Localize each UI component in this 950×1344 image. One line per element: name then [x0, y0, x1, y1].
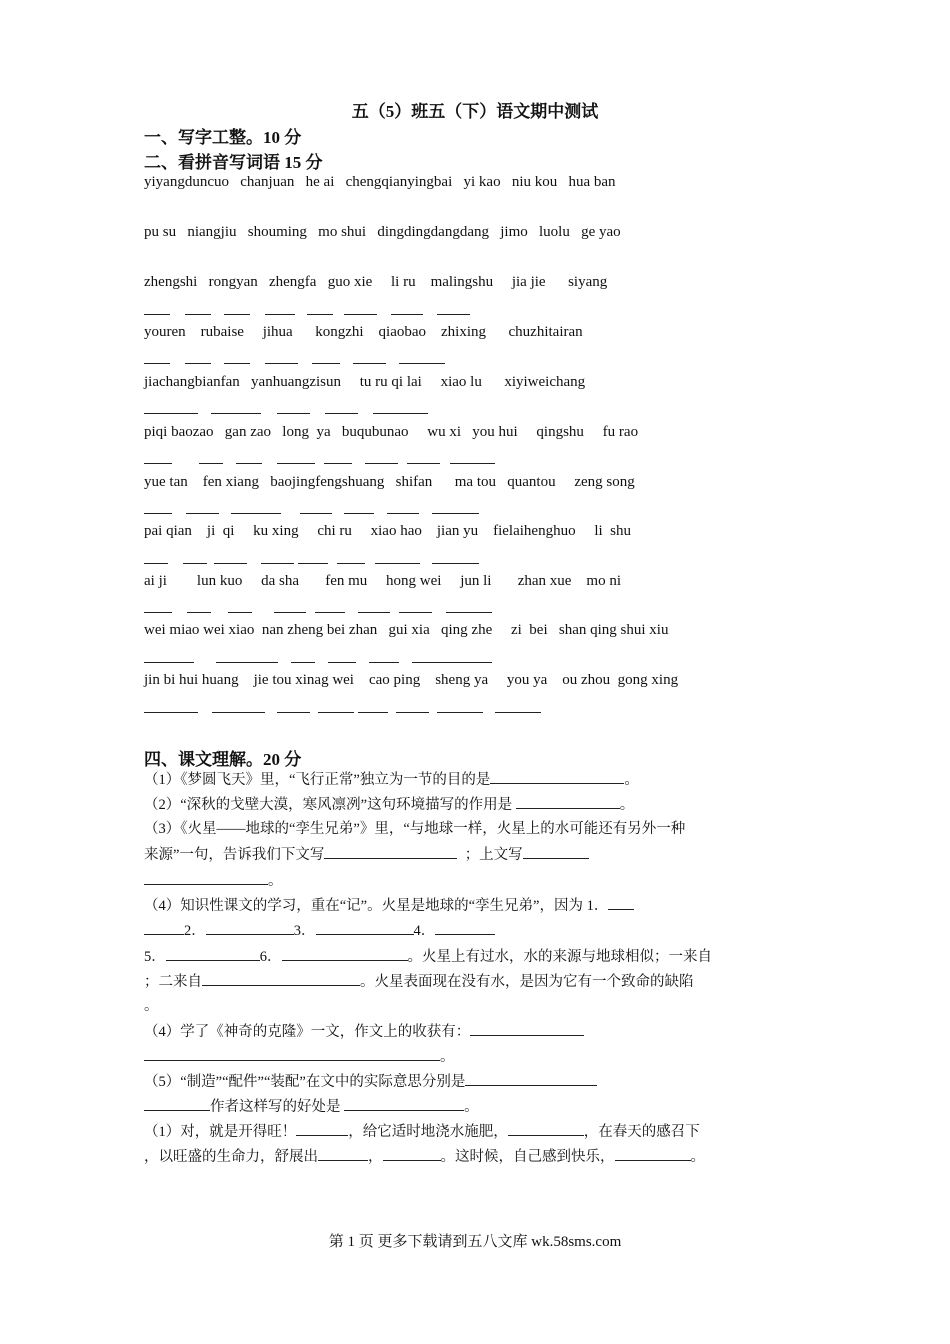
question-6-line-2: 作者这样写的好处是 。 — [144, 1096, 479, 1117]
question-5-line-2: 。 — [144, 1046, 455, 1067]
answer-blank[interactable] — [435, 920, 495, 935]
question-4-line-4: ；二来自 。火星表面现在没有水，是因为它有一个致命的缺陷 — [144, 971, 694, 992]
answer-blank[interactable] — [615, 1146, 691, 1161]
question-6: （5）“制造”“配件”“装配”在文中的实际意思分别是 — [144, 1071, 597, 1092]
question-4-line-3: 5． 6． 。火星上有过水，水的来源与地球相似；一来自 — [144, 946, 712, 967]
section-writing: 一、写字工整。10 分 — [144, 128, 302, 147]
answer-blank[interactable] — [166, 946, 260, 961]
question-4: （4）知识性课文的学习，重在“记”。火星是地球的“孪生兄弟”，因为 1． — [144, 895, 634, 916]
section-comprehension: 四、课文理解。20 分 — [144, 750, 302, 769]
answer-blank[interactable] — [206, 920, 294, 935]
pinyin-row-10: wei miao wei xiao nan zheng bei zhan gui xia qing zhe zi bei shan qing shui xiu — [144, 622, 669, 638]
answer-blank[interactable] — [282, 946, 408, 961]
question-3-line-2: 来源”一句，告诉我们下文写 ；上文写 — [144, 844, 589, 865]
answer-blank[interactable] — [144, 920, 184, 935]
pinyin-row-6: piqi baozao gan zao long ya buqubunao wu xi you hui qingshu fu rao — [144, 424, 639, 440]
page-footer: 第 1 页 更多下载请到五八文库 wk.58sms.com — [328, 1234, 622, 1250]
question-3: （3）《火星——地球的“孪生兄弟”》里，“与地球一样，火星上的水可能还有另外一种 — [144, 821, 686, 837]
page-title: 五（5）班五（下）语文期中测试 — [351, 102, 599, 121]
answer-blank[interactable] — [470, 1021, 584, 1036]
answer-blank[interactable] — [344, 1096, 464, 1111]
question-1: （1）《梦圆飞天》里，“飞行正常”独立为一节的目的是 。 — [144, 769, 639, 790]
answer-blank[interactable] — [318, 1146, 368, 1161]
answer-blank[interactable] — [523, 844, 589, 859]
pinyin-row-7: yue tan fen xiang baojingfengshuang shifan ma tou quantou zeng song — [144, 474, 635, 490]
answer-blank[interactable] — [490, 769, 624, 784]
answer-blank[interactable] — [144, 1096, 210, 1111]
pinyin-row-1: yiyangduncuo chanjuan he ai chengqianyingbai yi kao niu kou hua ban — [144, 174, 616, 190]
answer-blank[interactable] — [508, 1121, 584, 1136]
section-pinyin: 二、看拼音写词语 15 分 — [144, 153, 323, 172]
pinyin-row-11: jin bi hui huang jie tou xinag wei cao ping sheng ya you ya ou zhou gong xing — [144, 672, 679, 688]
answer-blank[interactable] — [202, 971, 360, 986]
answer-blank[interactable] — [316, 920, 414, 935]
answer-blank[interactable] — [324, 844, 457, 859]
pinyin-row-4: youren rubaise jihua kongzhi qiaobao zhixing chuzhitairan — [144, 324, 583, 340]
answer-blank[interactable] — [465, 1071, 597, 1086]
answer-blank[interactable] — [516, 794, 620, 809]
answer-blank[interactable] — [144, 870, 268, 885]
question-2: （2）“深秋的戈壁大漠，寒风凛冽”这句环境描写的作用是 。 — [144, 794, 634, 815]
question-5: （4）学了《神奇的克隆》一文，作文上的收获有： — [144, 1021, 584, 1042]
pinyin-row-9: ai ji lun kuo da sha fen mu hong wei jun li zhan xue mo ni — [144, 573, 622, 589]
pinyin-row-8: pai qian ji qi ku xing chi ru xiao hao jian yu fielaihenghuo li shu — [144, 523, 632, 539]
pinyin-row-3: zhengshi rongyan zhengfa guo xie li ru malingshu jia jie siyang — [144, 274, 608, 290]
question-7: （1）对，就是开得旺！ ，给它适时地浇水施肥， ，在春天的感召下 — [144, 1121, 700, 1142]
question-4-line-5: 。 — [144, 998, 159, 1014]
pinyin-row-5: jiachangbianfan yanhuangzisun tu ru qi lai xiao lu xiyiweichang — [144, 374, 586, 390]
answer-blank[interactable] — [383, 1146, 441, 1161]
answer-blank[interactable] — [296, 1121, 348, 1136]
question-7-line-2: ，以旺盛的生命力，舒展出 ， 。这时候，自己感到快乐， 。 — [144, 1146, 705, 1167]
answer-blank[interactable] — [144, 1046, 440, 1061]
pinyin-row-2: pu su niangjiu shouming mo shui dingdingdangdang jimo luolu ge yao — [144, 224, 621, 240]
question-3-line-3: 。 — [144, 870, 283, 891]
question-4-line-2: 2． 3． 4． — [144, 920, 495, 941]
answer-blank[interactable] — [608, 895, 634, 910]
